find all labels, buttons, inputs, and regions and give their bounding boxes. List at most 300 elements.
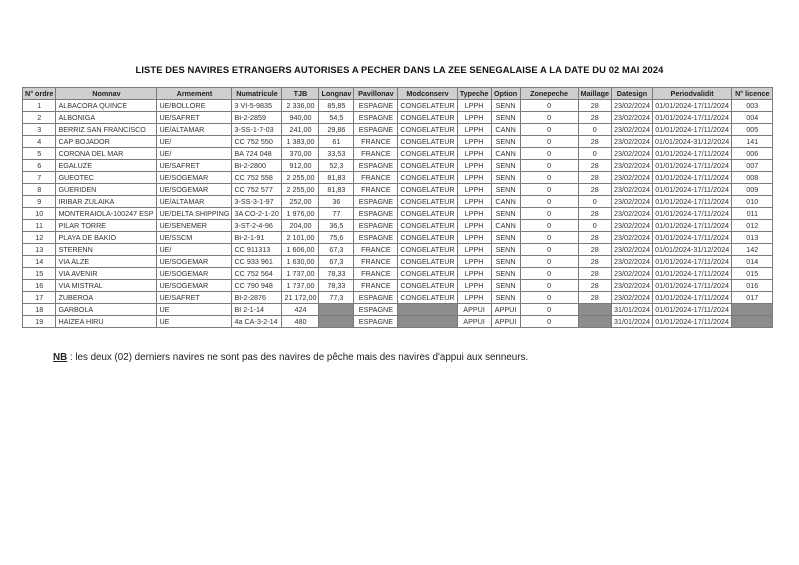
cell-nomnav: MONTERAIOLA-100247 ESP — [56, 208, 157, 220]
cell-armement: UE/SENEMER — [157, 220, 232, 232]
cell-zonepeche: 0 — [520, 232, 578, 244]
cell-armement: UE/ — [157, 148, 232, 160]
cell-periodvalidit: 01/01/2024-17/11/2024 — [652, 268, 731, 280]
cell-maillage: 28 — [578, 244, 611, 256]
table-row — [23, 148, 773, 160]
cell-typeche: LPPH — [457, 136, 491, 148]
cell-num-ordre: 5 — [23, 148, 56, 160]
cell-periodvalidit: 01/01/2024-17/11/2024 — [652, 208, 731, 220]
cell-longnav: 81,83 — [319, 184, 354, 196]
cell-armement: UE/SOGEMAR — [157, 280, 232, 292]
cell-numatricule: BI 2-1-14 — [232, 304, 282, 316]
column-header-numatricule: Numatricule — [232, 88, 282, 100]
document-title: LISTE DES NAVIRES ETRANGERS AUTORISES A PECHER DANS LA ZEE SENEGALAISE A LA DATE DU 02 MAI 2024 — [135, 64, 664, 75]
cell-numatricule: CC 911313 — [232, 244, 282, 256]
table-row — [23, 208, 773, 220]
cell-periodvalidit: 01/01/2024-17/11/2024 — [652, 148, 731, 160]
cell-typeche: LPPH — [457, 172, 491, 184]
footnote-label: NB — [53, 352, 68, 363]
cell-datesign: 23/02/2024 — [611, 148, 652, 160]
cell-zonepeche: 0 — [520, 136, 578, 148]
cell-maillage: 28 — [578, 172, 611, 184]
cell-num-licence: 004 — [732, 112, 773, 124]
cell-pavillonav: FRANCE — [354, 136, 398, 148]
cell-zonepeche: 0 — [520, 304, 578, 316]
cell-tjb: 940,00 — [282, 112, 319, 124]
cell-armement: UE — [157, 304, 232, 316]
cell-zonepeche: 0 — [520, 124, 578, 136]
cell-modconserv — [398, 316, 457, 328]
cell-periodvalidit: 01/01/2024-17/11/2024 — [652, 316, 731, 328]
cell-datesign: 23/02/2024 — [611, 112, 652, 124]
cell-armement: UE/ALTAMAR — [157, 196, 232, 208]
cell-nomnav: VIA AVENIR — [56, 268, 157, 280]
column-header-periodvalidit: Periodvalidit — [652, 88, 731, 100]
table-row — [23, 268, 773, 280]
cell-num-licence: 017 — [732, 292, 773, 304]
cell-pavillonav: FRANCE — [354, 172, 398, 184]
cell-tjb: 241,00 — [282, 124, 319, 136]
cell-pavillonav: ESPAGNE — [354, 112, 398, 124]
cell-modconserv: CONGELATEUR — [398, 268, 457, 280]
cell-num-ordre: 6 — [23, 160, 56, 172]
cell-maillage: 28 — [578, 160, 611, 172]
cell-num-ordre: 13 — [23, 244, 56, 256]
cell-periodvalidit: 01/01/2024-17/11/2024 — [652, 184, 731, 196]
cell-maillage: 0 — [578, 220, 611, 232]
cell-periodvalidit: 01/01/2024-17/11/2024 — [652, 196, 731, 208]
cell-zonepeche: 0 — [520, 208, 578, 220]
cell-num-ordre: 11 — [23, 220, 56, 232]
cell-longnav: 52,3 — [319, 160, 354, 172]
cell-nomnav: BERRIZ SAN FRANCISCO — [56, 124, 157, 136]
cell-armement: UE/BOLLORE — [157, 100, 232, 112]
table-row — [23, 136, 773, 148]
cell-datesign: 23/02/2024 — [611, 100, 652, 112]
cell-num-licence: 003 — [732, 100, 773, 112]
cell-armement: UE/SOGEMAR — [157, 268, 232, 280]
footnote-text: : les deux (02) derniers navires ne sont pas des navires de pêche mais des navires d'appui aux senneurs. — [67, 352, 529, 363]
cell-numatricule: BA 724 048 — [232, 148, 282, 160]
cell-num-ordre: 17 — [23, 292, 56, 304]
cell-zonepeche: 0 — [520, 184, 578, 196]
cell-armement: UE/DELTA SHIPPING — [157, 208, 232, 220]
footnote — [53, 352, 528, 363]
cell-num-licence: 014 — [732, 256, 773, 268]
cell-num-licence: 007 — [732, 160, 773, 172]
cell-maillage: 28 — [578, 256, 611, 268]
cell-tjb: 21 172,00 — [282, 292, 319, 304]
cell-modconserv: CONGELATEUR — [398, 124, 457, 136]
cell-maillage: 28 — [578, 112, 611, 124]
cell-numatricule: CC 752 564 — [232, 268, 282, 280]
cell-typeche: LPPH — [457, 256, 491, 268]
cell-maillage: 28 — [578, 268, 611, 280]
column-header-maillage: Maillage — [578, 88, 611, 100]
cell-periodvalidit: 01/01/2024-17/11/2024 — [652, 172, 731, 184]
cell-longnav: 77 — [319, 208, 354, 220]
cell-longnav: 78,33 — [319, 280, 354, 292]
cell-periodvalidit: 01/01/2024-17/11/2024 — [652, 124, 731, 136]
cell-armement: UE/SOGEMAR — [157, 184, 232, 196]
cell-numatricule: CC 752 550 — [232, 136, 282, 148]
cell-nomnav: PLAYA DE BAKIO — [56, 232, 157, 244]
cell-pavillonav: ESPAGNE — [354, 316, 398, 328]
cell-maillage — [578, 316, 611, 328]
cell-longnav: 75,6 — [319, 232, 354, 244]
cell-armement: UE/ — [157, 136, 232, 148]
cell-maillage: 0 — [578, 196, 611, 208]
cell-longnav: 81,83 — [319, 172, 354, 184]
cell-pavillonav: FRANCE — [354, 256, 398, 268]
cell-num-ordre: 12 — [23, 232, 56, 244]
cell-tjb: 370,00 — [282, 148, 319, 160]
cell-armement: UE/SAFRET — [157, 160, 232, 172]
cell-armement: UE/SOGEMAR — [157, 256, 232, 268]
cell-zonepeche: 0 — [520, 244, 578, 256]
cell-modconserv: CONGELATEUR — [398, 160, 457, 172]
cell-num-ordre: 4 — [23, 136, 56, 148]
cell-numatricule: 4a CA-3-2-14 — [232, 316, 282, 328]
cell-nomnav: EGALUZE — [56, 160, 157, 172]
cell-option: SENN — [491, 268, 520, 280]
cell-option: SENN — [491, 100, 520, 112]
cell-num-licence: 010 — [732, 196, 773, 208]
table-row — [23, 160, 773, 172]
cell-maillage: 28 — [578, 292, 611, 304]
cell-pavillonav: ESPAGNE — [354, 208, 398, 220]
cell-num-ordre: 15 — [23, 268, 56, 280]
cell-maillage: 28 — [578, 208, 611, 220]
cell-tjb: 1 606,00 — [282, 244, 319, 256]
cell-periodvalidit: 01/01/2024-31/12/2024 — [652, 244, 731, 256]
cell-datesign: 23/02/2024 — [611, 232, 652, 244]
cell-nomnav: ALBONIGA — [56, 112, 157, 124]
cell-maillage: 28 — [578, 232, 611, 244]
cell-periodvalidit: 01/01/2024-17/11/2024 — [652, 292, 731, 304]
table-row — [23, 292, 773, 304]
table-body — [23, 100, 773, 328]
column-header-nomnav: Nomnav — [56, 88, 157, 100]
cell-nomnav: GARBOLA — [56, 304, 157, 316]
cell-datesign: 23/02/2024 — [611, 196, 652, 208]
table-row — [23, 256, 773, 268]
vessels-table — [22, 87, 773, 328]
cell-numatricule: 3 VI-5-9835 — [232, 100, 282, 112]
cell-typeche: LPPH — [457, 220, 491, 232]
cell-tjb: 2 255,00 — [282, 172, 319, 184]
cell-tjb: 480 — [282, 316, 319, 328]
cell-zonepeche: 0 — [520, 292, 578, 304]
cell-option: SENN — [491, 184, 520, 196]
cell-modconserv: CONGELATEUR — [398, 208, 457, 220]
cell-armement: UE/ALTAMAR — [157, 124, 232, 136]
cell-maillage: 28 — [578, 100, 611, 112]
cell-armement: UE/SOGEMAR — [157, 172, 232, 184]
cell-num-licence — [732, 316, 773, 328]
cell-datesign: 23/02/2024 — [611, 160, 652, 172]
cell-nomnav: PILAR TORRE — [56, 220, 157, 232]
cell-modconserv: CONGELATEUR — [398, 196, 457, 208]
cell-typeche: LPPH — [457, 196, 491, 208]
cell-datesign: 23/02/2024 — [611, 184, 652, 196]
column-header-zonepeche: Zonepeche — [520, 88, 578, 100]
cell-datesign: 31/01/2024 — [611, 316, 652, 328]
cell-tjb: 1 383,00 — [282, 136, 319, 148]
cell-tjb: 1 630,00 — [282, 256, 319, 268]
cell-datesign: 23/02/2024 — [611, 256, 652, 268]
cell-typeche: LPPH — [457, 208, 491, 220]
cell-zonepeche: 0 — [520, 316, 578, 328]
cell-tjb: 912,00 — [282, 160, 319, 172]
cell-modconserv: CONGELATEUR — [398, 184, 457, 196]
cell-nomnav: CAP BOJADOR — [56, 136, 157, 148]
cell-modconserv: CONGELATEUR — [398, 280, 457, 292]
cell-tjb: 1 976,00 — [282, 208, 319, 220]
cell-zonepeche: 0 — [520, 172, 578, 184]
cell-typeche: LPPH — [457, 148, 491, 160]
cell-pavillonav: ESPAGNE — [354, 100, 398, 112]
cell-longnav: 85,85 — [319, 100, 354, 112]
cell-option: SENN — [491, 136, 520, 148]
table-row — [23, 304, 773, 316]
cell-zonepeche: 0 — [520, 256, 578, 268]
cell-datesign: 23/02/2024 — [611, 136, 652, 148]
cell-nomnav: ZUBEROA — [56, 292, 157, 304]
cell-longnav — [319, 304, 354, 316]
column-header-longnav: Longnav — [319, 88, 354, 100]
cell-datesign: 23/02/2024 — [611, 124, 652, 136]
cell-num-licence: 009 — [732, 184, 773, 196]
cell-typeche: LPPH — [457, 124, 491, 136]
cell-num-licence: 005 — [732, 124, 773, 136]
cell-zonepeche: 0 — [520, 100, 578, 112]
column-header-num-licence: N° licence — [732, 88, 773, 100]
cell-option: CANN — [491, 220, 520, 232]
cell-num-ordre: 8 — [23, 184, 56, 196]
cell-option: CANN — [491, 196, 520, 208]
cell-armement: UE/SAFRET — [157, 112, 232, 124]
cell-nomnav: IRIBAR ZULAIKA — [56, 196, 157, 208]
cell-periodvalidit: 01/01/2024-17/11/2024 — [652, 280, 731, 292]
cell-modconserv: CONGELATEUR — [398, 172, 457, 184]
cell-zonepeche: 0 — [520, 280, 578, 292]
cell-option: SENN — [491, 292, 520, 304]
cell-datesign: 23/02/2024 — [611, 220, 652, 232]
table-header-row — [23, 88, 773, 100]
table-row — [23, 172, 773, 184]
cell-numatricule: CC 933 961 — [232, 256, 282, 268]
cell-maillage: 28 — [578, 136, 611, 148]
cell-periodvalidit: 01/01/2024-17/11/2024 — [652, 100, 731, 112]
cell-numatricule: CC 752 558 — [232, 172, 282, 184]
cell-numatricule: 3-ST-2-4-96 — [232, 220, 282, 232]
cell-modconserv: CONGELATEUR — [398, 136, 457, 148]
cell-zonepeche: 0 — [520, 112, 578, 124]
column-header-option: Option — [491, 88, 520, 100]
cell-longnav: 33,53 — [319, 148, 354, 160]
cell-pavillonav: FRANCE — [354, 244, 398, 256]
cell-modconserv: CONGELATEUR — [398, 244, 457, 256]
table-row — [23, 112, 773, 124]
cell-maillage: 0 — [578, 148, 611, 160]
cell-pavillonav: FRANCE — [354, 280, 398, 292]
cell-periodvalidit: 01/01/2024-17/11/2024 — [652, 112, 731, 124]
table-row — [23, 100, 773, 112]
cell-armement: UE/SAFRET — [157, 292, 232, 304]
cell-numatricule: 3-SS-1-7-03 — [232, 124, 282, 136]
cell-pavillonav: FRANCE — [354, 184, 398, 196]
cell-typeche: LPPH — [457, 160, 491, 172]
cell-pavillonav: ESPAGNE — [354, 220, 398, 232]
cell-datesign: 23/02/2024 — [611, 208, 652, 220]
cell-pavillonav: ESPAGNE — [354, 160, 398, 172]
cell-typeche: LPPH — [457, 244, 491, 256]
cell-num-ordre: 14 — [23, 256, 56, 268]
cell-periodvalidit: 01/01/2024-31/12/2024 — [652, 136, 731, 148]
cell-tjb: 252,00 — [282, 196, 319, 208]
cell-zonepeche: 0 — [520, 268, 578, 280]
cell-longnav: 77,3 — [319, 292, 354, 304]
cell-num-ordre: 1 — [23, 100, 56, 112]
cell-option: SENN — [491, 232, 520, 244]
cell-armement: UE/SSCM — [157, 232, 232, 244]
cell-modconserv: CONGELATEUR — [398, 112, 457, 124]
cell-option: SENN — [491, 160, 520, 172]
column-header-datesign: Datesign — [611, 88, 652, 100]
cell-num-ordre: 2 — [23, 112, 56, 124]
cell-nomnav: VIA ALZE — [56, 256, 157, 268]
cell-datesign: 31/01/2024 — [611, 304, 652, 316]
cell-option: SENN — [491, 280, 520, 292]
cell-periodvalidit: 01/01/2024-17/11/2024 — [652, 256, 731, 268]
cell-typeche: LPPH — [457, 280, 491, 292]
cell-option: SENN — [491, 112, 520, 124]
cell-numatricule: BI-2-2859 — [232, 112, 282, 124]
cell-tjb: 2 336,00 — [282, 100, 319, 112]
cell-modconserv: CONGELATEUR — [398, 100, 457, 112]
cell-pavillonav: ESPAGNE — [354, 196, 398, 208]
cell-longnav: 78,33 — [319, 268, 354, 280]
cell-longnav: 29,86 — [319, 124, 354, 136]
cell-option: APPUI — [491, 304, 520, 316]
cell-zonepeche: 0 — [520, 160, 578, 172]
cell-datesign: 23/02/2024 — [611, 172, 652, 184]
cell-nomnav: ALBACORA QUINCE — [56, 100, 157, 112]
cell-armement: UE — [157, 316, 232, 328]
cell-periodvalidit: 01/01/2024-17/11/2024 — [652, 232, 731, 244]
column-header-modconserv: Modconserv — [398, 88, 457, 100]
cell-modconserv — [398, 304, 457, 316]
cell-num-licence: 015 — [732, 268, 773, 280]
cell-periodvalidit: 01/01/2024-17/11/2024 — [652, 160, 731, 172]
cell-numatricule: CC 752 577 — [232, 184, 282, 196]
cell-num-ordre: 9 — [23, 196, 56, 208]
cell-zonepeche: 0 — [520, 220, 578, 232]
cell-typeche: LPPH — [457, 268, 491, 280]
cell-typeche: LPPH — [457, 184, 491, 196]
cell-pavillonav: ESPAGNE — [354, 292, 398, 304]
cell-option: SENN — [491, 256, 520, 268]
table-row — [23, 220, 773, 232]
cell-nomnav: GUEOTEC — [56, 172, 157, 184]
cell-num-licence: 011 — [732, 208, 773, 220]
table-row — [23, 316, 773, 328]
cell-option: SENN — [491, 244, 520, 256]
cell-num-ordre: 16 — [23, 280, 56, 292]
cell-longnav — [319, 316, 354, 328]
cell-num-licence: 008 — [732, 172, 773, 184]
cell-typeche: LPPH — [457, 100, 491, 112]
cell-maillage — [578, 304, 611, 316]
cell-typeche: LPPH — [457, 112, 491, 124]
table-row — [23, 232, 773, 244]
cell-datesign: 23/02/2024 — [611, 268, 652, 280]
cell-zonepeche: 0 — [520, 196, 578, 208]
cell-longnav: 67,3 — [319, 256, 354, 268]
cell-datesign: 23/02/2024 — [611, 280, 652, 292]
cell-num-licence: 016 — [732, 280, 773, 292]
column-header-pavillonav: Pavillonav — [354, 88, 398, 100]
cell-pavillonav: ESPAGNE — [354, 304, 398, 316]
cell-nomnav: VIA MISTRAL — [56, 280, 157, 292]
cell-numatricule: CC 790 948 — [232, 280, 282, 292]
cell-modconserv: CONGELATEUR — [398, 148, 457, 160]
cell-num-ordre: 10 — [23, 208, 56, 220]
cell-option: APPUI — [491, 316, 520, 328]
column-header-num-ordre: N° ordre — [23, 88, 56, 100]
cell-numatricule: 3-SS-3-1-97 — [232, 196, 282, 208]
cell-longnav: 61 — [319, 136, 354, 148]
cell-tjb: 424 — [282, 304, 319, 316]
cell-tjb: 204,00 — [282, 220, 319, 232]
cell-tjb: 1 737,00 — [282, 280, 319, 292]
table-row — [23, 280, 773, 292]
cell-option: CANN — [491, 148, 520, 160]
cell-num-ordre: 3 — [23, 124, 56, 136]
cell-pavillonav: ESPAGNE — [354, 232, 398, 244]
cell-maillage: 0 — [578, 124, 611, 136]
cell-armement: UE/ — [157, 244, 232, 256]
cell-datesign: 23/02/2024 — [611, 292, 652, 304]
cell-numatricule: 3A CO-2-1-20 — [232, 208, 282, 220]
cell-num-licence — [732, 304, 773, 316]
cell-pavillonav: ESPAGNE — [354, 124, 398, 136]
table-row — [23, 196, 773, 208]
cell-longnav: 67,3 — [319, 244, 354, 256]
table-row — [23, 184, 773, 196]
cell-typeche: APPUI — [457, 316, 491, 328]
cell-modconserv: CONGELATEUR — [398, 292, 457, 304]
cell-pavillonav: FRANCE — [354, 268, 398, 280]
cell-nomnav: STERENN — [56, 244, 157, 256]
cell-numatricule: BI-2-1-91 — [232, 232, 282, 244]
table-row — [23, 244, 773, 256]
cell-maillage: 28 — [578, 184, 611, 196]
cell-option: CANN — [491, 124, 520, 136]
cell-zonepeche: 0 — [520, 148, 578, 160]
cell-numatricule: BI-2-2876 — [232, 292, 282, 304]
cell-num-licence: 006 — [732, 148, 773, 160]
cell-nomnav: GUERIDEN — [56, 184, 157, 196]
column-header-typeche: Typeche — [457, 88, 491, 100]
cell-tjb: 2 101,00 — [282, 232, 319, 244]
cell-periodvalidit: 01/01/2024-17/11/2024 — [652, 304, 731, 316]
column-header-armement: Armement — [157, 88, 232, 100]
cell-num-licence: 012 — [732, 220, 773, 232]
cell-numatricule: BI-2-2800 — [232, 160, 282, 172]
cell-tjb: 2 255,00 — [282, 184, 319, 196]
